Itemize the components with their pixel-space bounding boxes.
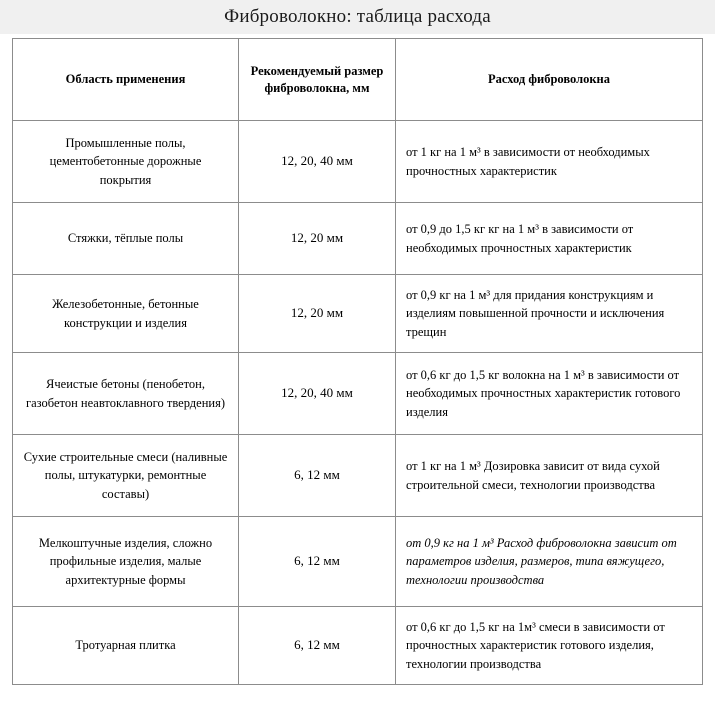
table-row [13, 203, 703, 275]
table-row [13, 353, 703, 435]
page-title: Фиброволокно: таблица расхода [224, 6, 491, 27]
cell-size: 12, 20 мм [239, 203, 396, 275]
table-row [13, 607, 703, 685]
cell-rate: от 0,9 кг на 1 м³ Расход фиброволокна зависит от параметров изделия, размеров, типа вяжущего, технологии производства [396, 517, 703, 607]
cell-size: 12, 20, 40 мм [239, 353, 396, 435]
table-row [13, 517, 703, 607]
cell-area: Ячеистые бетоны (пенобетон, газобетон неавтоклавного твердения) [13, 353, 239, 435]
cell-size: 6, 12 мм [239, 607, 396, 685]
cell-area: Мелкоштучные изделия, сложно профильные изделия, малые архитектурные формы [13, 517, 239, 607]
table-header-row [13, 39, 703, 121]
cell-size: 12, 20 мм [239, 275, 396, 353]
cell-rate: от 0,9 кг на 1 м³ для придания конструкциям и изделиям повышенной прочности и исключения трещин [396, 275, 703, 353]
cell-area: Стяжки, тёплые полы [13, 203, 239, 275]
cell-rate: от 0,9 до 1,5 кг кг на 1 м³ в зависимости от необходимых прочностных характеристик [396, 203, 703, 275]
cell-area: Железобетонные, бетонные конструкции и изделия [13, 275, 239, 353]
cell-rate: от 0,6 кг до 1,5 кг на 1м³ смеси в зависимости от прочностных характеристик готового изделия, технологии производства [396, 607, 703, 685]
cell-area: Промышленные полы, цементобетонные дорожные покрытия [13, 121, 239, 203]
column-header-area: Область применения [13, 39, 239, 121]
cell-rate: от 1 кг на 1 м³ Дозировка зависит от вида сухой строительной смеси, технологии производства [396, 435, 703, 517]
table-body [13, 121, 703, 685]
column-header-size: Рекомендуемый размер фиброволокна, мм [239, 39, 396, 121]
table-row [13, 275, 703, 353]
document-title-banner [0, 0, 715, 34]
cell-rate: от 1 кг на 1 м³ в зависимости от необходимых прочностных характеристик [396, 121, 703, 203]
table-header [13, 39, 703, 121]
cell-area: Тротуарная плитка [13, 607, 239, 685]
consumption-table [12, 38, 703, 685]
cell-size: 6, 12 мм [239, 517, 396, 607]
cell-area: Сухие строительные смеси (наливные полы, штукатурки, ремонтные составы) [13, 435, 239, 517]
column-header-rate: Расход фиброволокна [396, 39, 703, 121]
table-row [13, 435, 703, 517]
cell-size: 12, 20, 40 мм [239, 121, 396, 203]
consumption-table-container [12, 38, 702, 685]
cell-rate: от 0,6 кг до 1,5 кг волокна на 1 м³ в зависимости от необходимых прочностных характеристик готового изделия [396, 353, 703, 435]
table-row [13, 121, 703, 203]
cell-size: 6, 12 мм [239, 435, 396, 517]
